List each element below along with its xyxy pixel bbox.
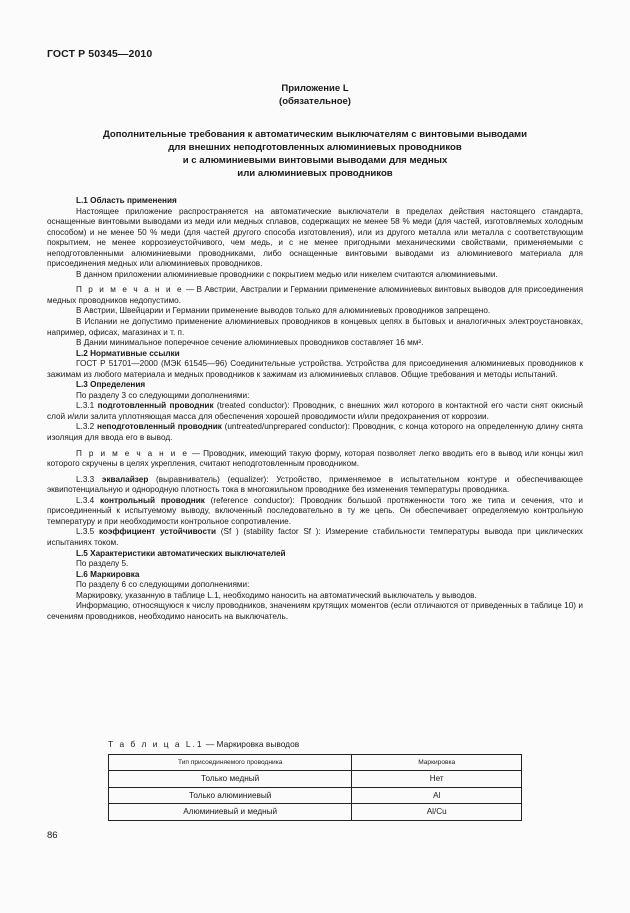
annex-title-line: или алюминиевых проводников bbox=[237, 168, 393, 179]
definition-number: L.3.5 bbox=[76, 527, 99, 537]
annex-title-line: для внешних неподготовленных алюминиевых проводников bbox=[168, 142, 462, 153]
table-row bbox=[109, 804, 522, 821]
definition-l31 bbox=[47, 401, 583, 422]
section-heading-l5: L.5 Характеристики автоматических выключателей bbox=[76, 548, 286, 558]
definition-l35 bbox=[47, 527, 583, 548]
annex-heading bbox=[0, 82, 630, 108]
table-row bbox=[109, 787, 522, 804]
definition-number: L.3.2 bbox=[76, 422, 97, 432]
table-header-cell: Тип присоединяемого проводника bbox=[109, 755, 352, 771]
paragraph: Информацию, относящуюся к числу проводников, значениям крутящих моментов (если отличаются от приведенных в таблице 10) и сечениям проводников, необходимо наносить на выключатель. bbox=[47, 601, 583, 621]
note-label: П р и м е ч а н и е bbox=[76, 285, 184, 295]
annex-main-title bbox=[40, 128, 590, 180]
table-cell: Алюминиевый и медный bbox=[109, 804, 352, 821]
paragraph: В Испании не допустимо применение алюминиевых проводников в концевых цепях в бытовых и аналогичных электроустановках, например, офисах, магазинах и т. п. bbox=[47, 317, 583, 337]
table-row bbox=[109, 771, 522, 788]
definition-text: (untreated/unprepared conductor): Проводник, с конца которого на определенную длину снята изоляция для ввода его в вывод. bbox=[47, 422, 583, 443]
definition-number: L.3.1 bbox=[76, 401, 98, 411]
table-caption-label: Т а б л и ц а L.1 bbox=[108, 739, 204, 749]
definition-l34 bbox=[47, 496, 583, 528]
table-header-row bbox=[109, 755, 522, 771]
definition-text: (Sf ) (stability factor Sf ): Измерение стабильности температуры вывода при циклических испытаниях током. bbox=[47, 527, 584, 547]
table-caption bbox=[108, 739, 299, 749]
page-number: 86 bbox=[47, 830, 58, 841]
paragraph: Маркировку, указанную в таблице L.1, необходимо наносить на автоматический выключатель у выводов. bbox=[76, 590, 477, 600]
note-paragraph bbox=[47, 285, 583, 306]
definition-l32 bbox=[47, 422, 583, 443]
document-body bbox=[47, 196, 583, 622]
annex-title-line: и с алюминиевыми винтовыми выводами для медных bbox=[182, 155, 448, 166]
definition-text: (treated conductor): Проводник, с внешних жил которого в контактной его части снят окисный слой и/или залита уплотняющая масса для обеспечения хорошей проводимости и/или предохранения от коррозии. bbox=[47, 401, 583, 421]
table-header-cell: Маркировка bbox=[352, 755, 522, 771]
definition-term: неподготовленный проводник bbox=[97, 422, 222, 432]
table-cell: Только медный bbox=[109, 771, 352, 788]
definition-number: L.3.4 bbox=[76, 495, 101, 505]
paragraph: Настоящее приложение распространяется на автоматические выключатели в пределах действия настоящего стандарта, оснащенные винтовыми выводами из меди или медных сплавов, содержащих не менее 58 % меди (для частей, изготовляемых холодным способом) и не менее 50 % меди (для частей другого способа изготовления), или из другого металла или металла с соответствующим покрытием, не менее коррозиеустойчивого, чем медь, и с не менее пригодными механическими свойствами, применяемыми с неподготовленными алюминиевыми проводниками, либо оснащенные винтовыми выводами из алюминиевого материала для присоединения медных или алюминиевых проводников. bbox=[47, 206, 583, 269]
paragraph: По разделу 5. bbox=[76, 559, 129, 569]
definition-term: контрольный проводник bbox=[100, 495, 205, 505]
note-text: — Проводник, имеющий такую форму, которая позволяет легко вводить его в вывод или концы жил которого скручены в целях укрепления, считают неподготовленным проводником. bbox=[47, 448, 583, 469]
note-text: — В Австрии, Австралии и Германии применение алюминиевых винтовых выводов для присоединения медных проводников недопустимо. bbox=[47, 285, 584, 305]
note-label: П р и м е ч а н и е bbox=[76, 448, 189, 458]
definition-term: подготовленный проводник bbox=[97, 401, 214, 411]
table-cell: Al/Cu bbox=[352, 804, 522, 821]
annex-status: (обязательное) bbox=[279, 96, 351, 107]
definition-text: (reference conductor): Проводник большой протяженности того же типа и сечения, что и присоединенный к испытуемому выводу, включенный последовательно в ту же цепь. Он обеспечивает определяемую контрольную температуру и при необходимости контрольное сопротивление. bbox=[47, 495, 583, 526]
table-caption-text: — Маркировка выводов bbox=[203, 739, 300, 749]
table-cell: Al bbox=[352, 787, 522, 804]
definition-number: L.3.3 bbox=[76, 474, 102, 484]
definition-text: (выравниватель) (equalizer): Устройство, применяемое в испытательном контуре и обеспечивающее эквипотенциальную и однородную плотность тока в многожильном проводнике без изменения температуры проводника. bbox=[47, 474, 583, 495]
paragraph: По разделу 6 со следующими дополнениями: bbox=[76, 580, 250, 590]
marking-table bbox=[108, 754, 522, 821]
definition-term: коэффициент устойчивости bbox=[98, 527, 217, 537]
paragraph: ГОСТ Р 51701—2000 (МЭК 61545—96) Соединительные устройства. Устройства для присоединения алюминиевых проводников к зажимам из любого материала и медных проводников к зажимам из алюминиевых сплавов. Общие требования и методы испытаний. bbox=[47, 359, 583, 379]
table-cell: Только алюминиевый bbox=[109, 787, 352, 804]
paragraph: В Дании минимальное поперечное сечение алюминиевых проводников составляет 16 мм². bbox=[76, 338, 424, 348]
paragraph: По разделу 3 со следующими дополнениями: bbox=[76, 390, 250, 400]
annex-title: Приложение L bbox=[281, 83, 349, 94]
annex-title-line: Дополнительные требования к автоматическим выключателям с винтовыми выводами bbox=[102, 129, 528, 140]
paragraph: В данном приложении алюминиевые проводники с покрытием медью или никелем считаются алюминиевыми. bbox=[76, 269, 498, 279]
section-heading-l6: L.6 Маркировка bbox=[76, 569, 140, 579]
table-cell: Нет bbox=[352, 771, 522, 788]
section-heading-l1: L.1 Область применения bbox=[76, 196, 177, 205]
section-heading-l3: L.3 Определения bbox=[76, 380, 146, 390]
note-paragraph bbox=[47, 449, 583, 470]
definition-term: эквалайзер bbox=[101, 474, 149, 484]
definition-l33 bbox=[47, 475, 583, 496]
paragraph: В Австрии, Швейцарии и Германии применение выводов только для алюминиевых проводников запрещено. bbox=[76, 306, 491, 316]
standard-header: ГОСТ Р 50345—2010 bbox=[47, 48, 153, 60]
section-heading-l2: L.2 Нормативные ссылки bbox=[76, 348, 180, 358]
